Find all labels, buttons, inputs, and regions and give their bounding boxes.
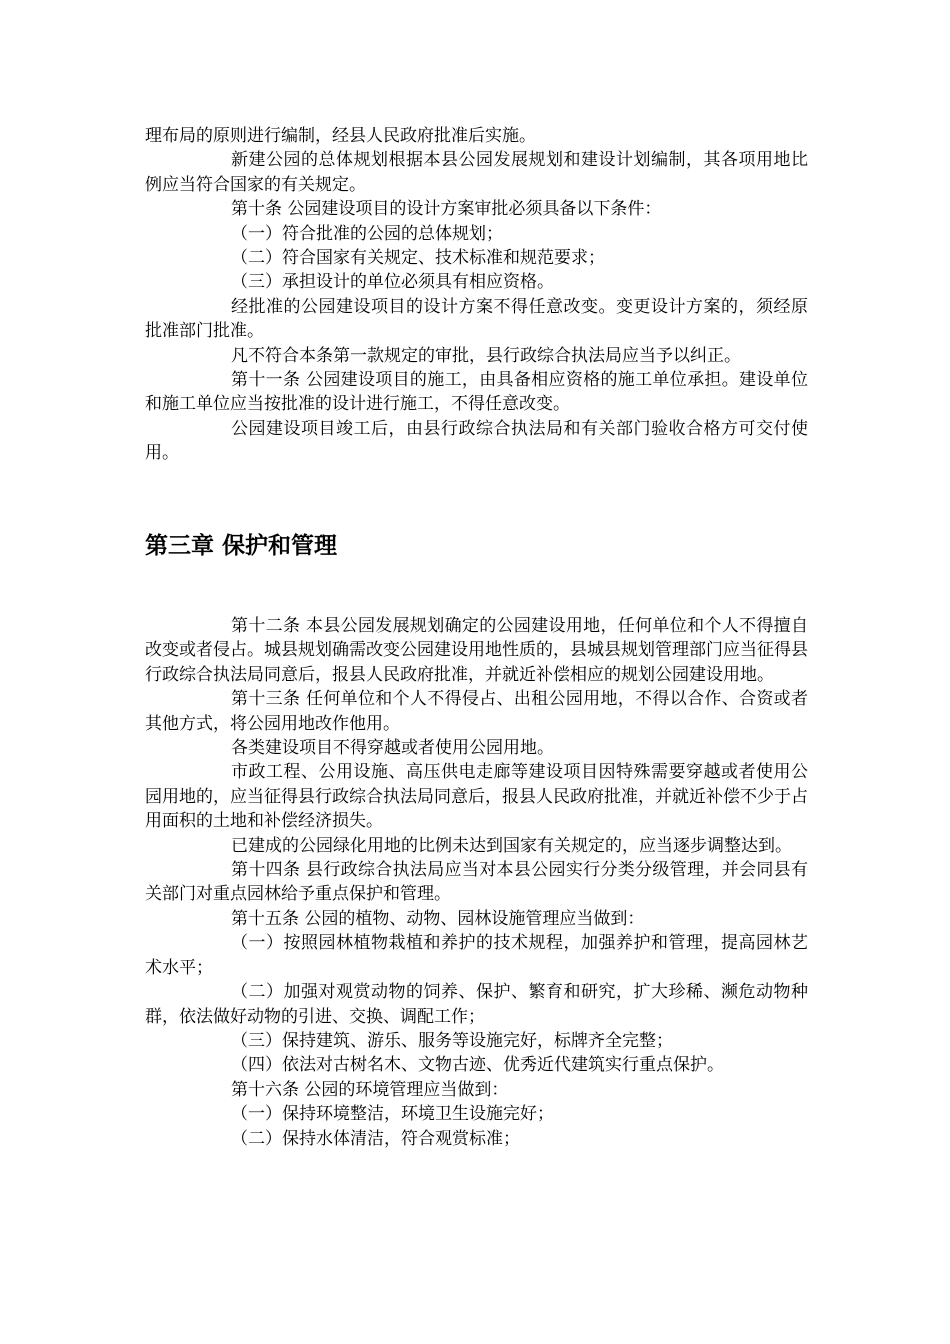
- list-item: （二）保持水体清洁，符合观赏标准；: [231, 1128, 520, 1149]
- article-14-paragraph: 第十四条 县行政综合执法局应当对本县公园实行分类分级管理，并会同县有关部门对重点园林给予重点保护和管理。: [145, 860, 808, 905]
- paragraph: 理布局的原则进行编制，经县人民政府批准后实施。: [145, 126, 536, 146]
- paragraph: 经批准的公园建设项目的设计方案不得任意改变。变更设计方案的，须经原批准部门批准。: [145, 296, 808, 342]
- article-10-paragraph: 第十条 公园建设项目的设计方案审批必须具备以下条件：: [231, 199, 662, 220]
- article-11-paragraph: 第十一条 公园建设项目的施工，由具备相应资格的施工单位承担。建设单位和施工单位应当按批准的设计进行施工，不得任意改变。: [145, 370, 808, 415]
- paragraph: 新建公园的总体规划根据本县公园发展规划和建设计划编制，其各项用地比例应当符合国家的有关规定。: [145, 150, 808, 195]
- paragraph: 已建成的公园绿化用地的比例未达到国家有关规定的，应当逐步调整达到。: [231, 835, 792, 856]
- section-bottom-text: [145, 614, 808, 1151]
- list-item: （二）符合国家有关规定、技术标准和规范要求；: [231, 248, 605, 269]
- list-item: （三）承担设计的单位必须具有相应资格。: [231, 272, 554, 293]
- list-item: （四）依法对古树名木、文物古迹、优秀近代建筑实行重点保护。: [231, 1055, 724, 1076]
- article-15-paragraph: 第十五条 公园的植物、动物、园林设施管理应当做到：: [231, 908, 645, 929]
- article-16-paragraph: 第十六条 公园的环境管理应当做到：: [231, 1079, 509, 1100]
- list-item: （一）符合批准的公园的总体规划；: [231, 223, 503, 244]
- paragraph: 各类建设项目不得穿越或者使用公园用地。: [231, 738, 554, 759]
- article-12-paragraph: 第十二条 本县公园发展规划确定的公园建设用地，任何单位和个人不得擅自改变或者侵占。城县规划确需改变公园建设用地性质的，县城县规划管理部门应当征得县行政综合执法局同意后，报县人民政府批准，并就近补偿相应的规划公园建设用地。: [145, 616, 808, 685]
- list-item: （一）按照园林植物栽植和养护的技术规程，加强养护和管理，提高园林艺术水平；: [145, 933, 808, 978]
- paragraph: 市政工程、公用设施、高压供电走廊等建设项目因特殊需要穿越或者使用公园用地的，应当征得县行政综合执法局同意后，报县人民政府批准，并就近补偿不少于占用面积的土地和补偿经济损失。: [145, 762, 808, 832]
- list-item: （二）加强对观赏动物的饲养、保护、繁育和研究，扩大珍稀、濒危动物种群，依法做好动物的引进、交换、调配工作；: [145, 982, 808, 1027]
- chapter-heading: 第三章 保护和管理: [145, 533, 338, 559]
- article-13-paragraph: 第十三条 任何单位和个人不得侵占、出租公园用地，不得以合作、合资或者其他方式，将公园用地改作他用。: [145, 689, 808, 734]
- list-item: （三）保持建筑、游乐、服务等设施完好，标牌齐全完整；: [231, 1030, 673, 1051]
- paragraph: 凡不符合本条第一款规定的审批，县行政综合执法局应当予以纠正。: [231, 345, 741, 366]
- list-item: （一）保持环境整洁，环境卫生设施完好；: [231, 1104, 554, 1125]
- section-top-text: [145, 124, 808, 466]
- paragraph: 公园建设项目竣工后，由县行政综合执法局和有关部门验收合格方可交付使用。: [145, 418, 808, 464]
